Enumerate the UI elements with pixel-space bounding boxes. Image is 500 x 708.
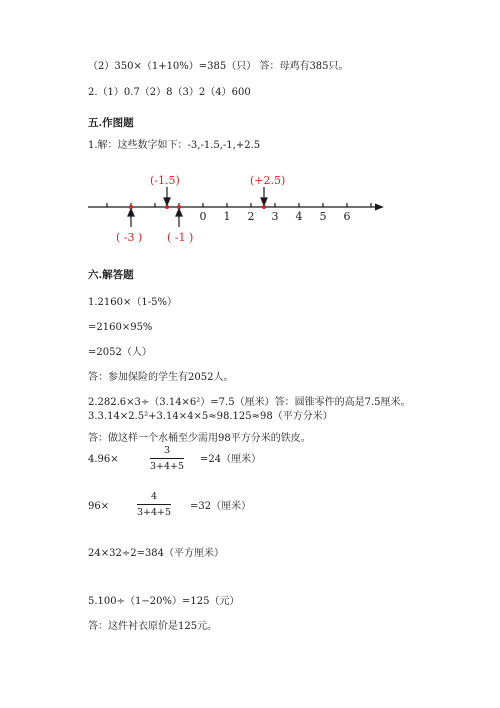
section-title-5: 五.作图题 [88, 117, 134, 129]
label-minus-1: ( -1 ) [167, 231, 194, 244]
tick-label: 4 [295, 210, 303, 223]
tick-label: 0 [199, 210, 207, 223]
q3-answer: 答：做这样一个水桶至少需用98平方分米的铁皮。 [88, 433, 311, 444]
tick-label: 5 [319, 210, 327, 223]
tick-label: 3 [271, 210, 279, 223]
label-minus-3: ( -3 ) [116, 231, 143, 244]
tick-label: 2 [247, 210, 255, 223]
fraction-3-over-12: $\frac{3}{3+4+5}$ [150, 445, 185, 472]
q1-step1: 1.2160×（1-5%） [88, 297, 177, 308]
answer-2-2: （2）350×（1+10%）=385（只） 答：母鸡有385只。 [88, 61, 349, 72]
fraction-4-over-12: $\frac{4}{3+4+5}$ [137, 491, 172, 518]
tick-label: 1 [223, 210, 231, 223]
arrow-to-minus-1 [176, 209, 182, 227]
q1-step3: =2052（人） [88, 347, 152, 358]
q4-step2-right: =32（厘米） [190, 501, 252, 512]
label-plus-2-5: (+2.5) [250, 174, 286, 187]
arrow-to-plus-2-5 [261, 187, 267, 205]
q4-step1-left: 4.96× [88, 454, 119, 465]
section-title-6: 六.解答题 [88, 269, 134, 281]
number-line [0, 165, 500, 255]
q1-answer: 答：参加保险的学生有2052人。 [88, 372, 234, 383]
q2-answer: 2.282.6×3÷（3.14×6²）=7.5（厘米）答：圆锥零件的高是7.5厘米。 [88, 397, 411, 408]
q3-step: 3.3.14×2.5²+3.14×4×5≈98.125≈98（平方分米） [88, 411, 333, 422]
arrow-to-minus-3 [128, 209, 134, 227]
q4-step3: 24×32÷2=384（平方厘米） [88, 548, 225, 559]
q5-step: 5.100÷（1−20%）=125（元） [88, 596, 240, 607]
drawing-answer: 1.解：这些数字如下：-3,-1.5,-1,+2.5 [88, 140, 261, 151]
q1-step2: =2160×95% [88, 322, 153, 333]
arrow-to-minus-1-5 [164, 187, 170, 205]
q4-step1-right: =24（厘米） [200, 454, 262, 465]
q4-step2-left: 96× [88, 501, 110, 512]
q5-answer: 答：这件衬衣原价是125元。 [88, 621, 218, 632]
answer-2-list: 2.（1）0.7（2）8（3）2（4）600 [88, 87, 251, 98]
axis-arrow [375, 204, 384, 211]
label-minus-1-5: (-1.5) [150, 174, 180, 187]
tick-label: 6 [343, 210, 351, 223]
